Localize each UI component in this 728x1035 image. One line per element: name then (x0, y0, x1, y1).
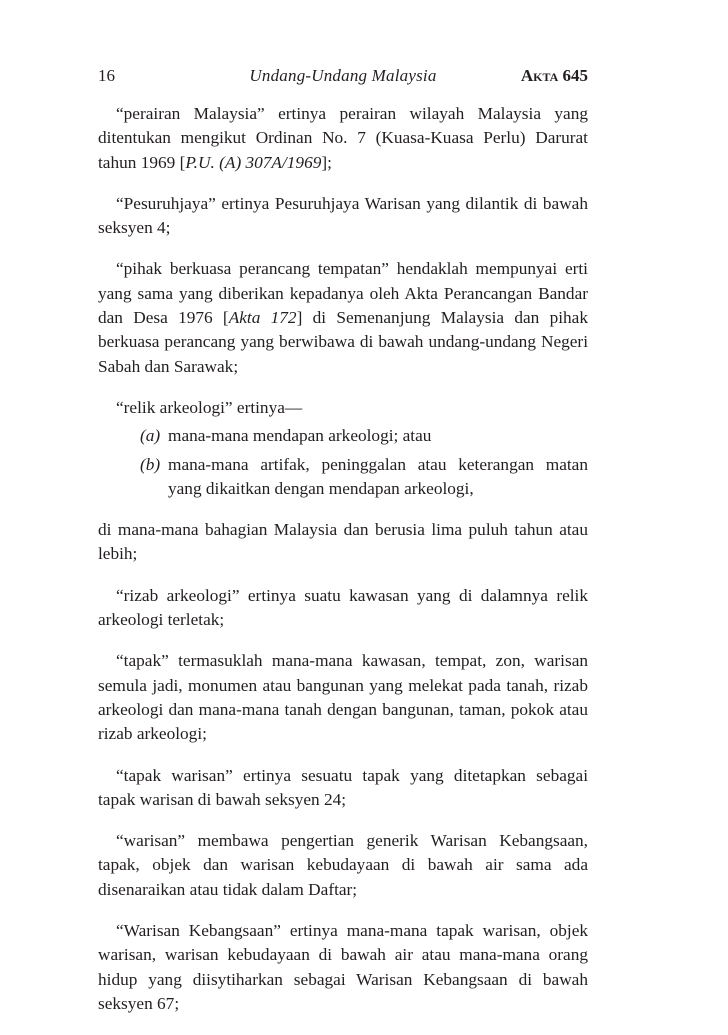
list-marker: (b) (140, 454, 161, 474)
act-number: 645 (562, 66, 588, 85)
definition-perairan-malaysia (98, 102, 588, 175)
list-item-b (98, 453, 588, 502)
list-item-a (98, 424, 588, 448)
list-item-text: mana-mana mendapan arkeologi; atau (168, 426, 432, 446)
act-word: Akta (520, 66, 559, 85)
definition-warisan: “warisan” membawa pengertian generik Warisan Kebangsaan, tapak, objek dan warisan kebudayaan di bawah air sama ada disenaraikan atau tidak dalam Daftar; (98, 831, 588, 899)
definition-text: “perairan Malaysia” ertinya perairan wilayah Malaysia yang ditentukan mengikut Ordinan No. 7 (Kuasa-Kuasa Perlu) Darurat tahun 1969 [ (98, 104, 588, 172)
act-label (521, 66, 588, 86)
legal-reference: Akta 172 (228, 308, 297, 328)
definition-relik-arkeologi: “relik arkeologi” ertinya— (116, 397, 303, 417)
definition-text-end: ] di Semenanjung Malaysia dan pihak berkuasa perancang yang berwibawa di bawah undang-undang Negeri Sabah dan Sarawak; (98, 308, 588, 376)
definition-pesuruhjaya: “Pesuruhjaya” ertinya Pesuruhjaya Warisan yang dilantik di bawah seksyen 4; (98, 193, 588, 238)
definition-tapak-warisan: “tapak warisan” ertinya sesuatu tapak yang ditetapkan sebagai tapak warisan di bawah seksyen 24; (98, 765, 588, 809)
page-header (98, 66, 588, 92)
list-item-text: mana-mana artifak, peninggalan atau keterangan matan yang dikaitkan dengan mendapan arkeologi, (168, 454, 588, 498)
page-body (98, 102, 588, 1033)
definition-rizab-arkeologi: “rizab arkeologi” ertinya suatu kawasan yang di dalamnya relik arkeologi terletak; (98, 585, 588, 630)
legal-reference: P.U. (A) 307A/1969 (185, 152, 322, 172)
definition-text: “pihak berkuasa perancang tempatan” hendaklah mempunyai erti yang sama yang diberikan kepadanya oleh Akta Perancangan Bandar dan Desa 1976 [ (98, 259, 588, 328)
definition-tapak: “tapak” termasuklah mana-mana kawasan, tempat, zon, warisan semula jadi, monumen atau bangunan yang melekat pada tanah, rizab arkeologi dan mana-mana tanah dengan bangunan, taman, pokok atau rizab arkeologi; (98, 651, 588, 744)
definition-pihak-berkuasa-perancang (98, 257, 588, 378)
running-title: Undang-Undang Malaysia (249, 66, 437, 85)
definition-text-end: ]; (321, 152, 332, 172)
page-number: 16 (98, 66, 115, 85)
definition-warisan-kebangsaan: “Warisan Kebangsaan” ertinya mana-mana tapak warisan, objek warisan, warisan kebudayaan di bawah air atau mana-mana orang hidup yang diisytiharkan sebagai Warisan Kebangsaan di bawah seksyen 67; (98, 921, 588, 1013)
list-marker: (a) (140, 426, 161, 446)
definition-relik-closing: di mana-mana bahagian Malaysia dan berusia lima puluh tahun atau lebih; (98, 520, 588, 564)
